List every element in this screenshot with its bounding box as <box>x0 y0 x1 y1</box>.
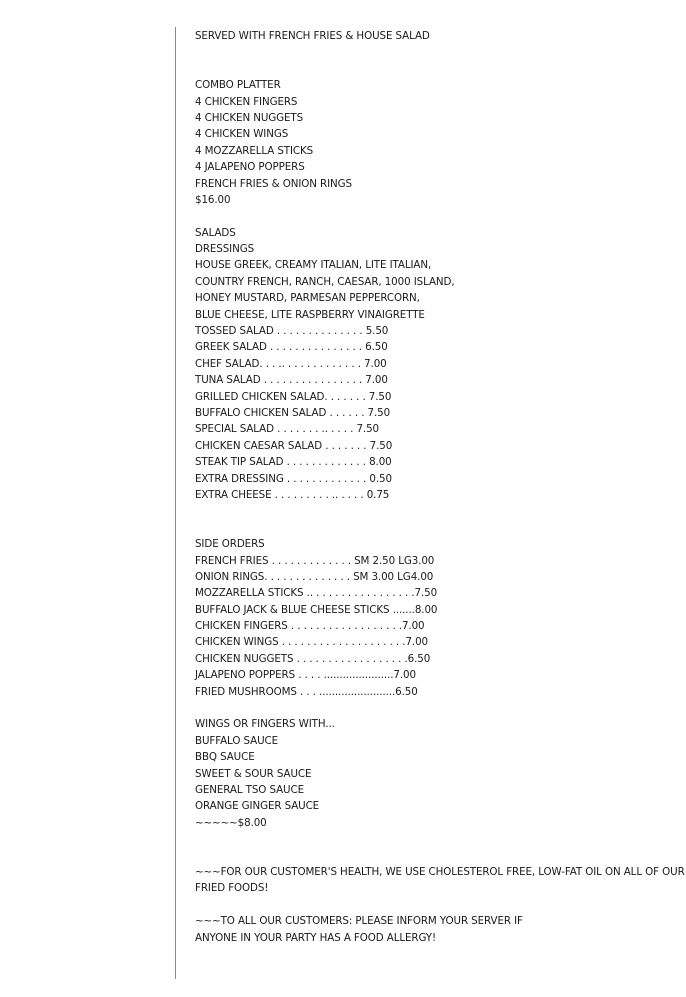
side-order-item: ONION RINGS. . . . . . . . . . . . . . SM 3.00 LG4.00 <box>195 570 434 583</box>
side-order-item: FRIED MUSHROOMS . . . ........................6.50 <box>195 685 418 698</box>
side-order-item: CHICKEN WINGS . . . . . . . . . . . . . . . . . . . .7.00 <box>195 636 428 649</box>
salad-item: GRILLED CHICKEN SALAD. . . . . . . 7.50 <box>195 390 392 403</box>
side-order-item: CHICKEN NUGGETS . . . . . . . . . . . . . . . . . .6.50 <box>195 652 431 665</box>
menu-document <box>195 28 685 946</box>
salad-item: BUFFALO CHICKEN SALAD . . . . . . 7.50 <box>195 407 391 419</box>
sauce-item: GENERAL TSO SAUCE <box>195 784 304 796</box>
salad-item: GREEK SALAD . . . . . . . . . . . . . . . 6.50 <box>195 341 388 354</box>
combo-item: 4 JALAPENO POPPERS <box>195 161 305 174</box>
dressing-line: BLUE CHEESE, LITE RASPBERRY VINAIGRETTE <box>195 308 425 321</box>
sauce-item: BBQ SAUCE <box>195 751 255 764</box>
salad-item: CHEF SALAD. . . .. . . . . . . . . . . . . 7.00 <box>195 357 387 370</box>
combo-item: 4 CHICKEN NUGGETS <box>195 111 304 124</box>
side-order-item: FRENCH FRIES . . . . . . . . . . . . . SM 2.50 LG3.00 <box>195 554 435 567</box>
margin-rule <box>175 27 176 979</box>
dressing-line: COUNTRY FRENCH, RANCH, CAESAR, 1000 ISLAND, <box>195 275 455 288</box>
side-order-item: MOZZARELLA STICKS .. . . . . . . . . . . . . . . . .7.50 <box>195 587 438 600</box>
health-note-cont: FRIED FOODS! <box>195 882 269 895</box>
salads-title: SALADS <box>195 226 236 239</box>
wings-title: WINGS OR FINGERS WITH... <box>195 718 335 731</box>
salad-item: EXTRA DRESSING . . . . . . . . . . . . . 0.50 <box>195 472 392 485</box>
combo-title: COMBO PLATTER <box>195 79 281 92</box>
served-with-line: SERVED WITH FRENCH FRIES & HOUSE SALAD <box>195 30 430 42</box>
side-order-item: CHICKEN FINGERS . . . . . . . . . . . . . . . . . .7.00 <box>195 620 425 633</box>
sauce-item: SWEET & SOUR SAUCE <box>195 767 312 780</box>
combo-item: 4 CHICKEN WINGS <box>195 128 289 141</box>
side-order-item: BUFFALO JACK & BLUE CHEESE STICKS .......8.00 <box>195 603 438 616</box>
salad-item: SPECIAL SALAD . . . . . . . .. . . . . 7.50 <box>195 423 379 436</box>
sauce-item: ORANGE GINGER SAUCE <box>195 800 320 813</box>
salad-item: CHICKEN CAESAR SALAD . . . . . . . 7.50 <box>195 439 393 452</box>
dressings-title: DRESSINGS <box>195 243 255 256</box>
wings-price: ~~~~~$8.00 <box>195 816 267 829</box>
combo-item: 4 MOZZARELLA STICKS <box>195 144 314 157</box>
salad-item: EXTRA CHEESE . . . . . . . . . .. . . . . 0.75 <box>195 488 390 501</box>
health-note: ~~~FOR OUR CUSTOMER'S HEALTH, WE USE CHOLESTEROL FREE, LOW-FAT OIL ON ALL OF OUR <box>195 865 685 878</box>
salad-item: TOSSED SALAD . . . . . . . . . . . . . . 5.50 <box>195 325 389 338</box>
side-orders-title: SIDE ORDERS <box>195 538 265 551</box>
salad-item: STEAK TIP SALAD . . . . . . . . . . . . . 8.00 <box>195 456 392 469</box>
dressing-line: HOUSE GREEK, CREAMY ITALIAN, LITE ITALIAN, <box>195 259 432 272</box>
combo-item: 4 CHICKEN FINGERS <box>195 95 298 108</box>
allergy-note: ~~~TO ALL OUR CUSTOMERS: PLEASE INFORM YOUR SERVER IF <box>195 915 523 928</box>
allergy-note-cont: ANYONE IN YOUR PARTY HAS A FOOD ALLERGY! <box>195 931 437 944</box>
side-order-item: JALAPENO POPPERS . . . . ......................7.00 <box>195 669 416 682</box>
sauce-item: BUFFALO SAUCE <box>195 734 278 747</box>
salad-item: TUNA SALAD . . . . . . . . . . . . . . . . 7.00 <box>195 374 388 387</box>
combo-price: $16.00 <box>195 193 231 206</box>
combo-item: FRENCH FRIES & ONION RINGS <box>195 177 352 190</box>
dressing-line: HONEY MUSTARD, PARMESAN PEPPERCORN, <box>195 292 420 305</box>
